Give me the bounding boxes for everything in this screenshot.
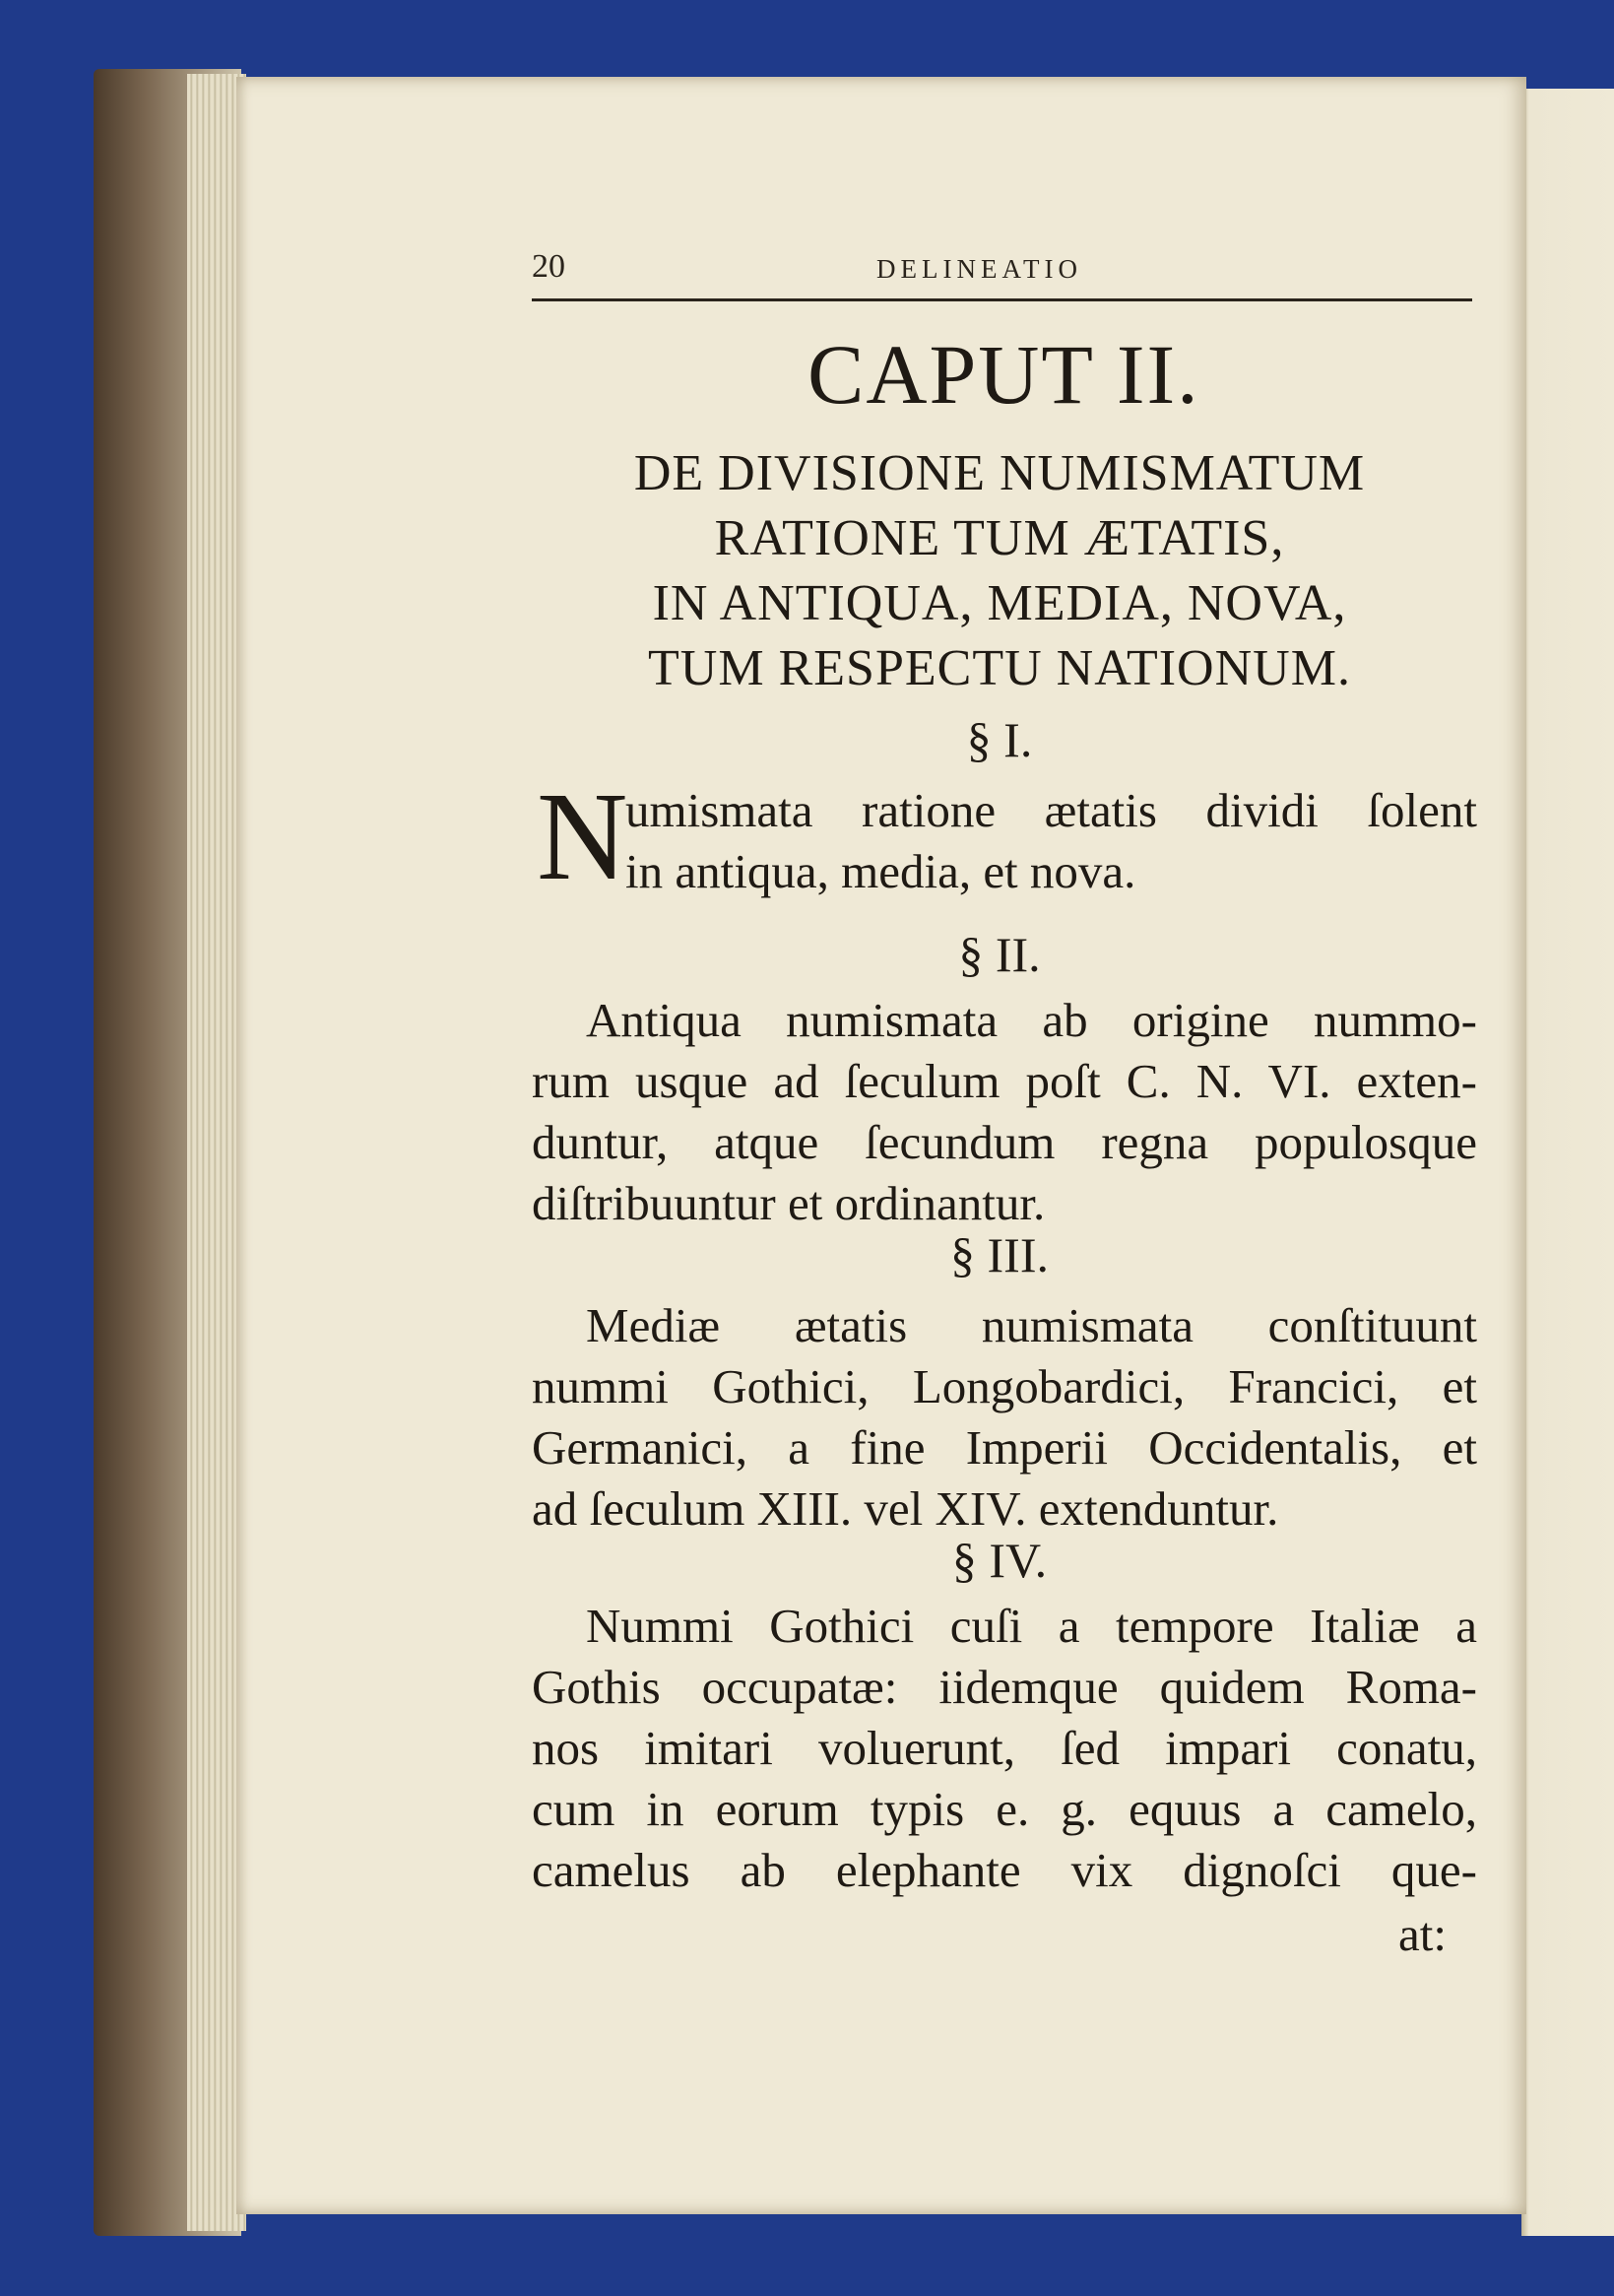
text-line: camelus ab elephante vix dignoſci que- [532, 1843, 1477, 1897]
catchword: at: [1398, 1907, 1447, 1961]
paragraph [532, 1295, 1477, 1540]
subtitle-line: TUM RESPECTU NATIONUM. [648, 640, 1351, 696]
text-line: Gothis occupatæ: iidemque quidem Roma- [532, 1660, 1477, 1714]
section-mark: § IV. [951, 1533, 1048, 1588]
text-line: Nummi Gothici cuſi a tempore Italiæ a [586, 1599, 1477, 1653]
subtitle-line: RATIONE TUM ÆTATIS, [714, 510, 1285, 566]
text-line: diſtribuuntur et ordinantur. [532, 1176, 1046, 1230]
text-line: cum in eorum typis e. g. equus a camelo, [532, 1782, 1477, 1836]
section-mark: § I. [966, 712, 1033, 767]
text-line: ad ſeculum XIII. vel XIV. extenduntur. [532, 1481, 1279, 1536]
running-title: DELINEATIO [876, 254, 1082, 284]
text-line: nos imitari voluerunt, ſed impari conatu, [532, 1721, 1477, 1775]
paragraph [532, 1596, 1477, 1901]
paragraph [532, 990, 1477, 1234]
text-line: in antiqua, media, et nova. [625, 844, 1136, 898]
subtitle-line: IN ANTIQUA, MEDIA, NOVA, [652, 575, 1347, 631]
chapter-title: CAPUT II. [807, 327, 1200, 422]
header-rule [532, 298, 1472, 301]
text-line: Germanici, a fine Imperii Occidentalis, et [532, 1420, 1477, 1475]
section-mark: § III. [950, 1227, 1049, 1282]
drop-cap: N [537, 766, 628, 906]
text-line: umismata ratione ætatis dividi ſolent [625, 783, 1477, 837]
text-line: nummi Gothici, Longobardici, Francici, et [532, 1359, 1477, 1413]
page-number: 20 [532, 248, 565, 285]
running-header [532, 248, 1467, 297]
chapter-subtitle [522, 441, 1477, 701]
section-mark: § II. [958, 927, 1041, 982]
facing-page-edge [1521, 89, 1614, 2236]
text-line: duntur, atque ſecundum regna populosque [532, 1115, 1477, 1169]
text-line: Antiqua numismata ab origine nummo- [586, 993, 1477, 1047]
text-line: Mediæ ætatis numismata conſtituunt [586, 1298, 1477, 1352]
subtitle-line: DE DIVISIONE NUMISMATUM [633, 445, 1366, 501]
paragraph [625, 780, 1477, 902]
text-line: rum usque ad ſeculum poſt C. N. VI. exten- [532, 1054, 1477, 1108]
